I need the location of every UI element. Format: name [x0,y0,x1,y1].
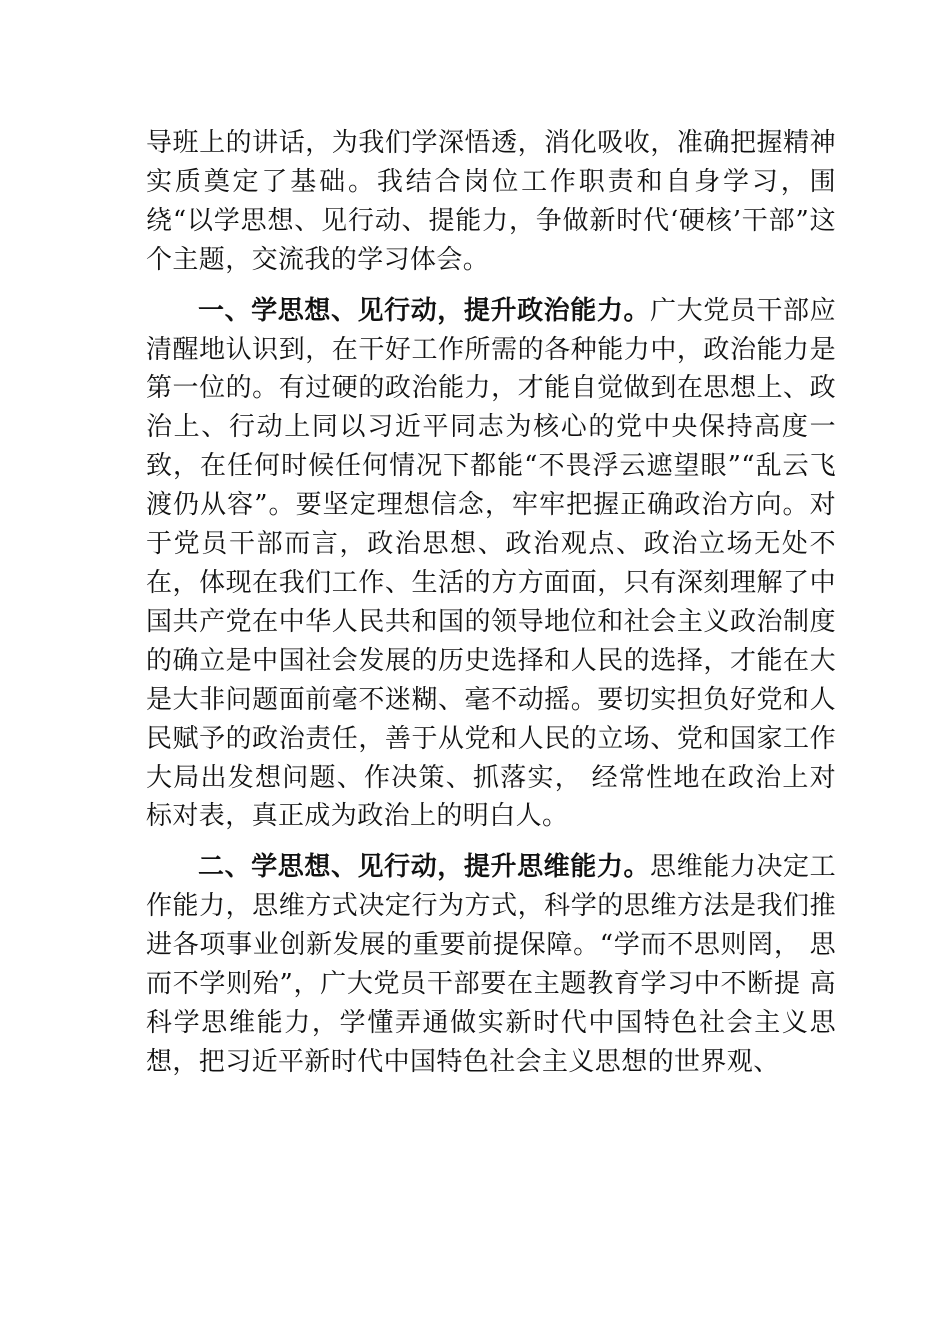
paragraph-intro [146,124,836,280]
paragraph-text: 思维能力决定工作能力，思维方式决定行为方式，科学的思维方法是我们推进各项事业创新发展的重要前提保障。“学而不思则罔， 思而不学则殆”，广大党员干部要在主题教育学习中不断提 高科学思维能力，学懂弄通做实新时代中国特色社会主义思想，把习近平新时代中国特色社会主义思想的世界观、 [146,852,836,1077]
paragraph-political-ability [146,292,836,837]
paragraph-thinking-ability [146,848,836,1081]
section-heading-thinking-ability: 二、学思想、见行动，提升思维能力。 [198,852,651,883]
paragraph-text: 导班上的讲话，为我们学深悟透，消化吸收，准确把握精神实质奠定了基础。我结合岗位工作职责和自身学习，围绕“以学思想、见行动、提能力，争做新时代‘硬核’干部”这个主题，交流我的学习体会。 [146,128,836,275]
section-heading-political-ability: 一、学思想、见行动，提升政治能力。 [198,295,651,326]
paragraph-text: 广大党员干部应清醒地认识到，在干好工作所需的各种能力中，政治能力是第一位的。有过硬的政治能力，才能自觉做到在思想上、政治上、行动上同以习近平同志为核心的党中央保持高度一致，在任何时候任何情况下都能“不畏浮云遮望眼”“乱云飞渡仍从容”。要坚定理想信念，牢牢把握正确政治方向。对于党员干部而言，政治思想、政治观点、政治立场无处不在，体现在我们工作、生活的方方面面，只有深刻理解了中国共产党在中华人民共和国的领导地位和社会主义政治制度的确立是中国社会发展的历史选择和人民的选择，才能在大是大非问题面前毫不迷糊、毫不动摇。要切实担负好党和人民赋予的政治责任，善于从党和人民的立场、党和国家工作大局出发想问题、作决策、抓落实， 经常性地在政治上对标对表，真正成为政治上的明白人。 [146,295,836,832]
document-body [146,124,836,1082]
